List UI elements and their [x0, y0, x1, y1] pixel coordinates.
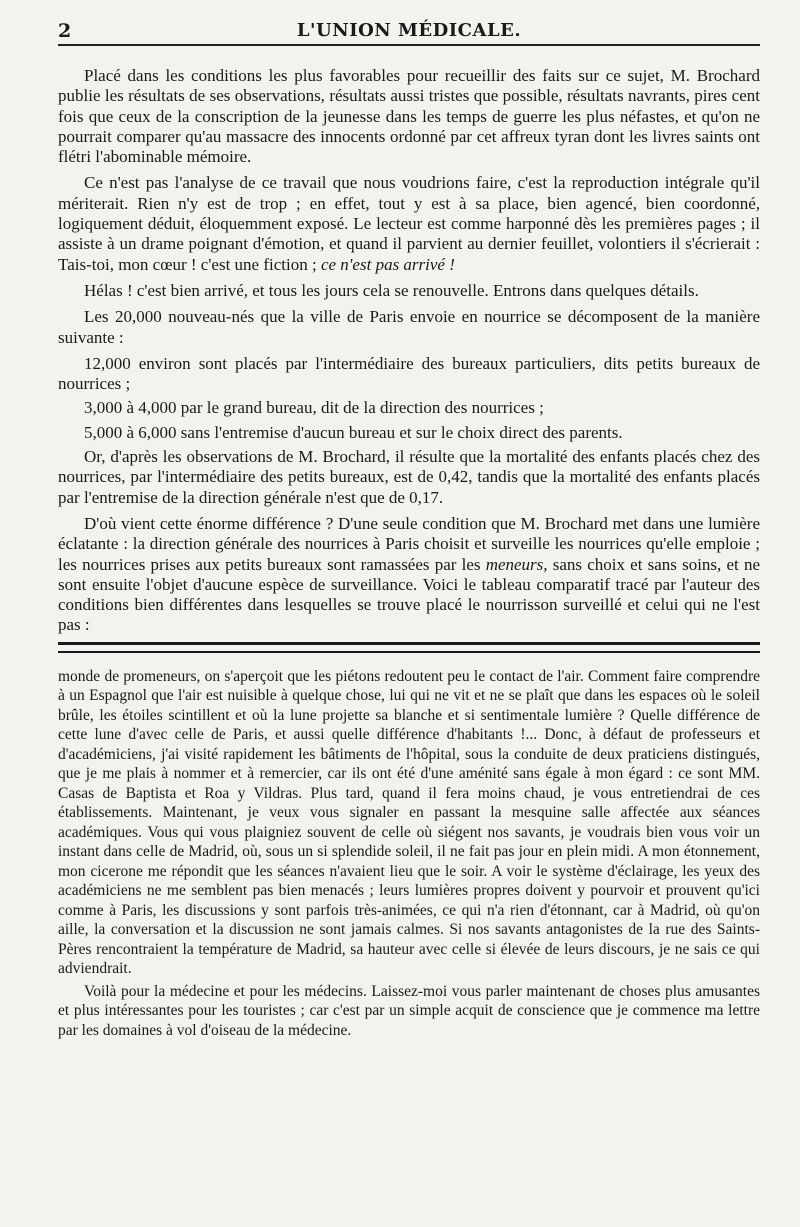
- list-item: 12,000 environ sont placés par l'intermédiaire des bureaux particuliers, dits petits bureaux de nourrices ;: [58, 353, 760, 394]
- feuilleton-section: [58, 667, 760, 1041]
- list-item: 5,000 à 6,000 sans l'entremise d'aucun bureau et sur le choix direct des parents.: [84, 422, 623, 442]
- paragraph: Les 20,000 nouveau-nés que la ville de Paris envoie en nourrice se décomposent de la manière suivante :: [58, 307, 760, 347]
- feuilleton-paragraph: Voilà pour la médecine et pour les médecins. Laissez-moi vous parler maintenant de choses plus amusantes et plus intéressantes pour les touristes ; car c'est par un simple acquit de conscience que je commence ma lettre par les domaines à vol d'oiseau de la médecine.: [58, 982, 760, 1039]
- paragraph: [58, 173, 760, 274]
- running-title: L'UNION MÉDICALE.: [296, 20, 522, 41]
- paragraph: Or, d'après les observations de M. Brochard, il résulte que la mortalité des enfants placés chez des nourrices, par l'intermédiaire des petits bureaux, est de 0,42, tandis que la mortalité des enfants placés par l'entremise de la direction générale n'est que de 0,17.: [58, 447, 760, 507]
- feuilleton-divider: [58, 642, 760, 653]
- feuilleton-paragraph: monde de promeneurs, on s'aperçoit que les piétons redoutent peu le contact de l'air. Comment faire comprendre à un Espagnol que l'air est nuisible à quelque chose, lui qui ne vit et ne se plaît que dans les espaces où le soleil brûle, les étoiles scintillent et où la lune projette sa blanche et si sentimentale lumière ? Quelle différence de cette lune d'avec celle de Paris, et aussi quelle différence d'habitants !... Donc, à défaut de professeurs et d'académiciens, j'ai visité rapidement les bâtiments de l'hôpital, sous la conduite de deux praticiens distingués, que je me plais à nommer et à remercier, car ils ont été d'une aménité sans égale à mon égard : ce sont MM. Casas de Baptista et Roa y Vildras. Plus tard, quand il fera moins chaud, je vous entretiendrai de ces établissements. Maintenant, je veux vous signaler en passant la mesquine salle affectée aux séances académiques. Vous qui vous plaigniez souvent de celle où siégent nos savants, je voudrais bien vous voir un instant dans celle de Madrid, où, sous un si splendide soleil, il ne fait pas jour en plein midi. A mon étonnement, mon cicerone me répondit que les séances n'avaient lieu que le soir. A voir le système d'éclairage, les yeux des académiciens ne me semblent pas bien menacés ; leurs lumières propres doivent y pourvoir et prouvent qu'ici comme à Paris, les discussions y sont parfois très-animées, ce qui n'a rien d'étonnant, car à Madrid, où qu'on aille, la conversation et la discussion ne sont jamais calmes. Si nos savants antagonistes de la rue des Saints-Pères rencontraient la température de Madrid, sa hauteur avec celle si élevée de leurs discours, je ne sais ce qui adviendrait.: [58, 667, 760, 978]
- list-item: 3,000 à 4,000 par le grand bureau, dit de la direction des nourrices ;: [84, 398, 544, 418]
- paragraph-text: sans choix et sans soins, et ne sont ensuite l'objet d'aucune espèce de surveillance. Voici le tableau comparatif tracé par l'auteur des conditions bien différentes dans lesquelles se trouve placé le nourrisson surveillé et celui qui ne l'est pas :: [58, 554, 760, 635]
- italic-word: meneurs,: [485, 554, 548, 574]
- paragraph: Placé dans les conditions les plus favorables pour recueillir des faits sur ce sujet, M. Brochard publie les résultats de ses observations, résultats aussi tristes que possible, résultats navrants, pires cent fois que ceux de la conscription de la jeunesse dans les temps de guerre les plus néfastes, et qu'on ne pourrait comparer qu'au massacre des innocents ordonné par cet affreux tyran dont les livres saints ont flétri l'abominable mémoire.: [58, 66, 760, 167]
- page-number: 2: [58, 20, 72, 42]
- page-header: [58, 12, 760, 46]
- italic-phrase: ce n'est pas arrivé !: [320, 254, 455, 274]
- main-article: [58, 66, 760, 636]
- paragraph: [58, 514, 760, 636]
- paragraph-text: D'où vient cette énorme différence ? D'une seule condition que M. Brochard met dans une lumière éclatante : la direction générale des nourrices à Paris choisit et surveille les nourrices qu'elle emploie ; les nourrices prises aux petits bureaux sont ramassées par les: [58, 513, 760, 574]
- paragraph: Hélas ! c'est bien arrivé, et tous les jours cela se renouvelle. Entrons dans quelques détails.: [84, 280, 699, 300]
- paragraph-text: Ce n'est pas l'analyse de ce travail que nous voudrions faire, c'est la reproduction intégrale qu'il mériterait. Rien n'y est de trop ; en effet, tout y est à sa place, bien agencé, bien coordonné, logiquement déduit, éloquemment exposé. Le lecteur est comme harponné dès les premières pages ; il assiste à un drame poignant d'émotion, et quand il parvient au dernier feuillet, volontiers il s'écrierait : Tais-toi, mon cœur ! c'est une fiction ;: [58, 173, 760, 274]
